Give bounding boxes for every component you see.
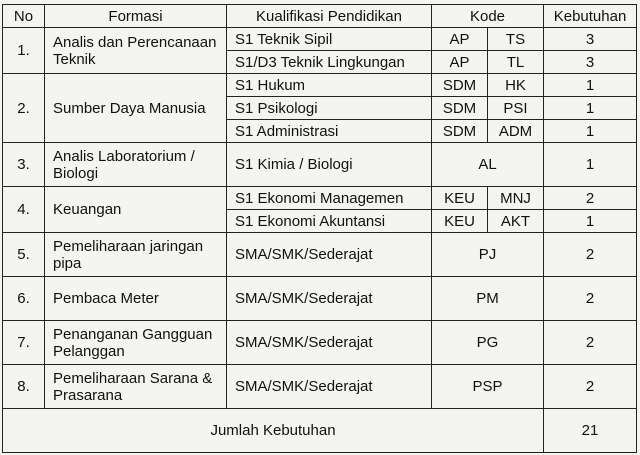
header-kualifikasi: Kualifikasi Pendidikan [227,5,432,28]
formasi-cell: Pemeliharaan Sarana & Prasarana [45,365,227,409]
header-formasi: Formasi [45,5,227,28]
kode-cell: PJ [432,233,544,277]
table-row [3,277,637,321]
qualification-cell: S1 Ekonomi Akuntansi [227,210,432,233]
kebutuhan-cell: 2 [544,321,637,365]
total-label: Jumlah Kebutuhan [3,409,544,453]
kebutuhan-cell: 3 [544,28,637,51]
kebutuhan-cell: 2 [544,233,637,277]
formasi-cell: Pemeliharaan jaringan pipa [45,233,227,277]
row-number: 1. [3,28,45,74]
kebutuhan-cell: 1 [544,97,637,120]
kode-prefix-cell: SDM [432,97,488,120]
kode-prefix-cell: AP [432,28,488,51]
kode-suffix-cell: ADM [488,120,544,143]
kode-prefix-cell: SDM [432,74,488,97]
qualification-cell: SMA/SMK/Sederajat [227,365,432,409]
kode-suffix-cell: AKT [488,210,544,233]
qualification-cell: SMA/SMK/Sederajat [227,233,432,277]
kebutuhan-cell: 1 [544,120,637,143]
kode-suffix-cell: PSI [488,97,544,120]
kode-suffix-cell: TL [488,51,544,74]
formasi-cell: Sumber Daya Manusia [45,74,227,143]
table-row [3,28,637,51]
kode-cell: AL [432,143,544,187]
row-number: 5. [3,233,45,277]
row-number: 8. [3,365,45,409]
header-row [3,5,637,28]
qualification-cell: SMA/SMK/Sederajat [227,321,432,365]
row-number: 7. [3,321,45,365]
row-number: 4. [3,187,45,233]
kode-suffix-cell: HK [488,74,544,97]
table-row [3,365,637,409]
formasi-cell: Penanganan Gangguan Pelanggan [45,321,227,365]
kode-cell: PG [432,321,544,365]
kode-prefix-cell: KEU [432,187,488,210]
kebutuhan-cell: 2 [544,187,637,210]
total-value: 21 [544,409,637,453]
kebutuhan-cell: 1 [544,210,637,233]
table-row [3,233,637,277]
kebutuhan-cell: 3 [544,51,637,74]
formasi-table [2,4,637,453]
table-row [3,187,637,210]
row-number: 2. [3,74,45,143]
qualification-cell: S1 Teknik Sipil [227,28,432,51]
kode-prefix-cell: KEU [432,210,488,233]
qualification-cell: S1/D3 Teknik Lingkungan [227,51,432,74]
header-kebutuhan: Kebutuhan [544,5,637,28]
formasi-cell: Pembaca Meter [45,277,227,321]
formasi-cell: Keuangan [45,187,227,233]
formasi-cell: Analis Laboratorium / Biologi [45,143,227,187]
kebutuhan-cell: 2 [544,277,637,321]
qualification-cell: S1 Hukum [227,74,432,97]
kode-prefix-cell: SDM [432,120,488,143]
kode-prefix-cell: AP [432,51,488,74]
kode-suffix-cell: MNJ [488,187,544,210]
qualification-cell: S1 Ekonomi Managemen [227,187,432,210]
table-row [3,321,637,365]
kode-cell: PSP [432,365,544,409]
kebutuhan-cell: 1 [544,143,637,187]
qualification-cell: SMA/SMK/Sederajat [227,277,432,321]
kode-suffix-cell: TS [488,28,544,51]
kebutuhan-cell: 1 [544,74,637,97]
total-row [3,409,637,453]
header-no: No [3,5,45,28]
kebutuhan-cell: 2 [544,365,637,409]
qualification-cell: S1 Kimia / Biologi [227,143,432,187]
formasi-cell: Analis dan Perencanaan Teknik [45,28,227,74]
header-kode: Kode [432,5,544,28]
table-row [3,74,637,97]
table-row [3,143,637,187]
row-number: 6. [3,277,45,321]
qualification-cell: S1 Administrasi [227,120,432,143]
kode-cell: PM [432,277,544,321]
row-number: 3. [3,143,45,187]
qualification-cell: S1 Psikologi [227,97,432,120]
